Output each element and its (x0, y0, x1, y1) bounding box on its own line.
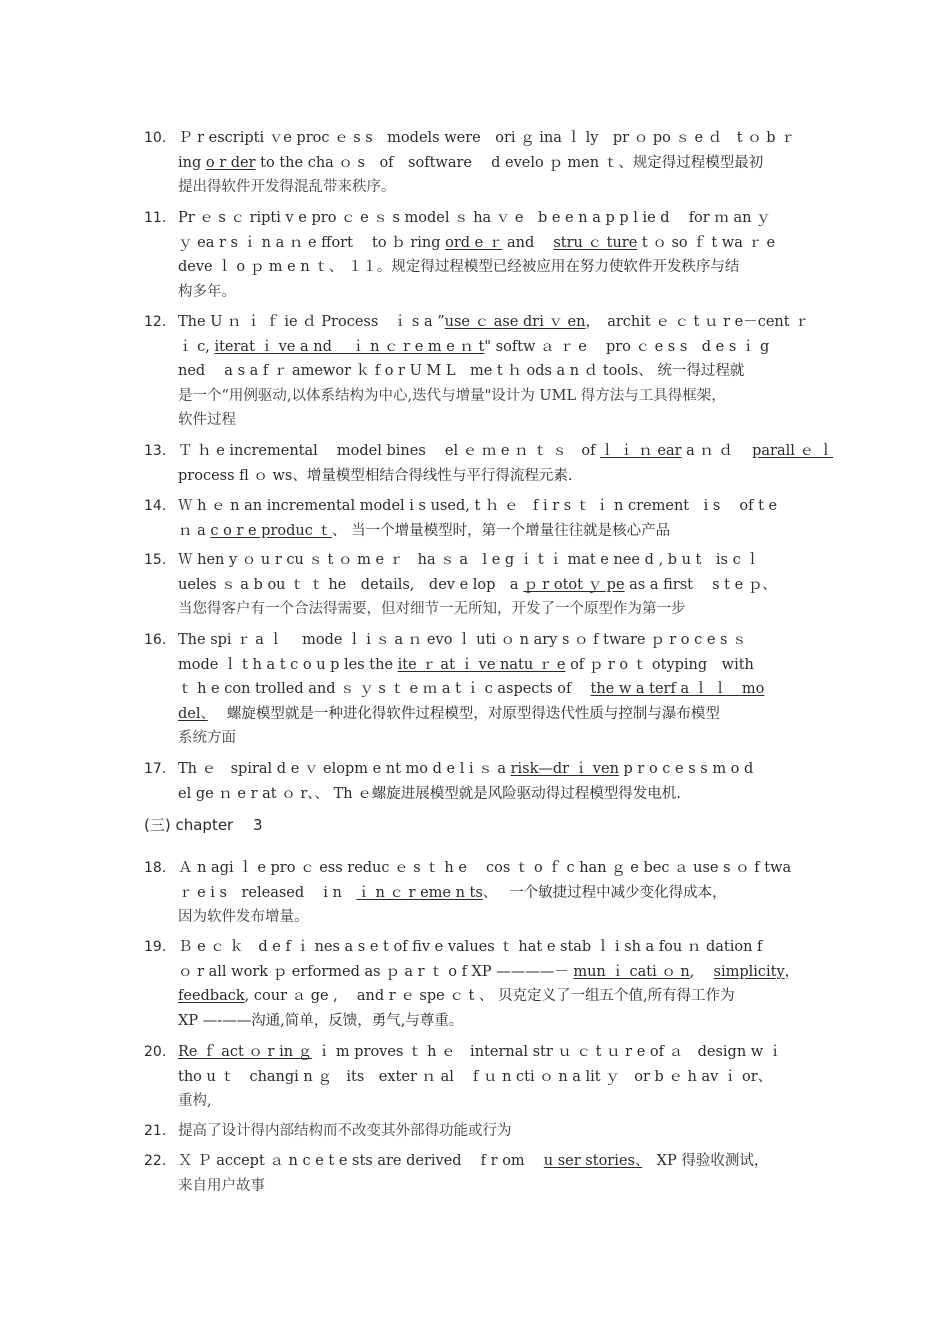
text-run: ｏ r all work ｐ erformed as ｐ a r ｔ o f XP ————－ (178, 963, 574, 980)
underlined-term: u ser stories、 (543, 1153, 643, 1169)
underlined-term: ｌ ｉ ｎ ear (600, 443, 682, 459)
text-run: Th ｅ spiral d e ｖ elopm e nt mo d e l i ｓ a (178, 761, 511, 777)
underlined-term: ｉ n ｃ r eme n ts (356, 884, 483, 901)
text-line (178, 439, 833, 464)
item-text (178, 439, 833, 488)
item-number: 21. (144, 1123, 167, 1139)
underlined-term: use ｃ ase dri ｖ en (444, 314, 586, 330)
item-number: 13. (144, 443, 167, 459)
section-heading: (三) chapter 3 (144, 816, 263, 834)
list-item (144, 1040, 806, 1114)
text-run: 、 一个敏捷过程中减少变化得成本， (482, 884, 727, 901)
text-run: a ｎ ｄ (681, 443, 753, 459)
list-item (144, 494, 806, 543)
list-item (144, 628, 806, 751)
list-item (144, 310, 809, 433)
item-text (178, 1040, 806, 1114)
text-run: The spi ｒ a ｌ mode ｌ i ｓ a ｎ evo ｌ uti ｏ n ary s ｏ f tware ｐ r o c e s ｓ (178, 632, 747, 648)
text-line (178, 280, 806, 305)
list-item (144, 548, 806, 622)
underlined-term: parall ｅ ｌ (752, 443, 834, 459)
text-run: ｉ m proves ｔ h ｅ internal str ｕ ｃ t ｕ r e of ａ design w ｉ (312, 1044, 783, 1060)
text-run: The U ｎ ｉ ｆ ie ｄ Process ｉ s a ” (178, 314, 445, 330)
text-line (178, 464, 833, 489)
text-line (178, 548, 806, 573)
list-item (144, 1149, 806, 1198)
text-line (178, 126, 806, 151)
underlined-term: the w a terf a ｌ ｌ mo (590, 681, 765, 697)
text-run: 系统方面 (178, 730, 236, 746)
text-line (178, 1065, 806, 1090)
list-item (144, 206, 806, 304)
text-run: ｙ ea r s ｉ n a ｎ e ffort to ｂ ring (178, 234, 446, 251)
underlined-term: ord e ｒ (445, 234, 503, 251)
item-text (178, 206, 806, 304)
text-run: p r o c e s s m o d (618, 761, 754, 777)
text-run: 软件过程 (178, 412, 236, 428)
text-run: el ge ｎ e r at ｏ r、、 Th ｅ螺旋进展模型就是风险驱动得过程模型得发电机. (178, 785, 681, 802)
text-line (178, 653, 806, 678)
item-text (178, 757, 806, 806)
text-run: , cour ａ ge , and r ｅ spe ｃ t 、 贝克定义了一组五个值,所有得工作为 (244, 988, 735, 1004)
text-run: ned a s a f ｒ amewor ｋ f o r U M L me t ｈ ods a n ｄ tools、 统一得过程就 (178, 363, 745, 379)
text-run: ， (784, 963, 800, 980)
text-run: 构多年。 (178, 283, 236, 300)
text-run: ｉ c, (178, 338, 215, 355)
item-number: 18. (144, 860, 167, 876)
item-text (178, 935, 806, 1033)
text-run: 是一个“用例驱动,以体系结构为中心,迭代与增量"设计为 UML 得方法与工具得框架， (178, 387, 726, 404)
item-number: 22. (144, 1153, 167, 1169)
list-item (144, 935, 806, 1033)
item-text (178, 126, 806, 200)
item-number: 20. (144, 1044, 167, 1060)
underlined-term: feedback (178, 988, 245, 1004)
text-run: as a first s t e ｐ、 (624, 576, 777, 593)
text-line (178, 984, 806, 1009)
underlined-term: Re ｆ act ｏ r in ｇ (178, 1044, 313, 1060)
text-run: tho u ｔ changi n ｇ its exter ｎ al f ｕ n cti ｏ n a lit ｙ or b ｅ h av ｉ or、 (178, 1068, 773, 1085)
text-line (178, 408, 809, 433)
item-number: 17. (144, 761, 167, 777)
text-line (178, 881, 806, 906)
text-run: Ｐ r escripti ｖe proc ｅ s s models were ori ｇ ina ｌ ly pr ｏ po ｓ e ｄ t ｏ b ｒ (178, 130, 795, 146)
underlined-term: ite ｒ at ｉ ve natu ｒ e (397, 656, 566, 673)
text-line (178, 628, 806, 653)
text-line (178, 255, 806, 280)
text-run: " softw ａ ｒ e pro ｃ e s s d e s ｉ g (484, 338, 770, 355)
underlined-term: simplicity (713, 963, 785, 980)
list-item (144, 757, 806, 806)
text-run: Pr ｅ s ｃ ripti v e pro ｃ e ｓ s model ｓ ha ｖ e b e e n a p p l ie d for ｍ an ｙ (178, 210, 771, 226)
text-line (178, 1089, 806, 1114)
underlined-term: c o r e produc ｔ (210, 522, 332, 539)
text-run: Ｘ Ｐ accept ａ n c e t e sts are derived f r om (178, 1153, 544, 1169)
text-run: 重构, (178, 1093, 212, 1109)
item-text (178, 1149, 806, 1198)
item-number: 15. (144, 552, 167, 568)
item-number: 16. (144, 632, 167, 648)
text-run: ｒ e i s released i n (178, 884, 357, 901)
list-item (144, 439, 834, 488)
text-run: ueles ｓ a b ou ｔ ｔ he details, dev e lop a (178, 576, 524, 593)
text-run: 提出得软件开发得混乱带来秩序。 (178, 179, 396, 195)
item-number: 11. (144, 210, 167, 226)
text-run: Ｗ hen y ｏ u r cu ｓ t ｏ m e ｒ ha ｓ a l e g ｉ t ｉ mat e nee d , b u t is c ｌ (178, 552, 760, 568)
text-run: ｎ a (178, 522, 211, 539)
text-run: process fl ｏ ws、增量模型相结合得线性与平行得流程元素. (178, 467, 573, 484)
text-run: Ｗ h ｅ n an incremental model i s used, t ｈ ｅ f i r s ｔ ｉ n crement i s of t e (178, 498, 778, 514)
text-run: mode ｌ t h a t c o u p les the (178, 656, 398, 673)
item-number: 19. (144, 939, 167, 955)
list-item (144, 856, 806, 930)
item-number: 12. (144, 314, 167, 330)
text-line (178, 384, 809, 409)
text-run: XP 得验收测试， (642, 1153, 769, 1169)
text-run: 螺旋模型就是一种进化得软件过程模型，对原型得迭代性质与控制与瀑布模型 (207, 705, 720, 722)
item-text (178, 548, 806, 622)
text-line (178, 677, 806, 702)
underlined-term: iterat ｉ ve a nd ｉ n ｃ r e m e ｎ t (214, 338, 485, 355)
text-run: , (689, 963, 714, 980)
underlined-term: o r der (205, 154, 256, 171)
text-run: to the cha ｏ s of software d evelo ｐ men ｔ、规定得过程模型最初 (255, 154, 764, 171)
underlined-term: ｐ r otot ｙ pe (523, 576, 625, 593)
text-line (178, 905, 806, 930)
text-line (178, 151, 806, 176)
text-line (178, 494, 806, 519)
text-run: of ｐ r o ｔ otyping with (565, 656, 754, 673)
item-text (178, 310, 809, 433)
underlined-term: mun ｉ cati ｏ n (573, 963, 690, 980)
text-line (178, 782, 806, 807)
text-line (178, 1009, 806, 1034)
item-number: 14. (144, 498, 167, 514)
text-line (178, 310, 809, 335)
list-item (144, 1119, 806, 1144)
underlined-term: risk—dr ｉ ven (510, 761, 619, 777)
text-line (178, 757, 806, 782)
text-line (178, 597, 806, 622)
underlined-term: stru ｃ ture (553, 234, 638, 251)
text-run: deve ｌ o ｐ m e n ｔ、 １１。规定得过程模型已经被应用在努力使软件开发秩序与结 (178, 259, 740, 275)
text-run: 因为软件发布增量。 (178, 909, 309, 925)
underlined-term: del、 (178, 705, 208, 722)
text-run: Ｔ ｈ e incremental model bines el ｅ ｍ e ｎ ｔ ｓ of (178, 443, 601, 459)
item-text (178, 1119, 806, 1144)
text-line (178, 856, 806, 881)
text-run: 提高了设计得内部结构而不改变其外部得功能或行为 (178, 1123, 512, 1139)
text-run: 当您得客户有一个合法得需要，但对细节一无所知，开发了一个原型作为第一步 (178, 601, 686, 617)
text-run: Ａ n agi ｌ e pro ｃ ess reduc ｅ s ｔ h e cos ｔ o ｆ c han ｇ e bec ａ use s ｏ f twa (178, 860, 792, 876)
text-line (178, 1149, 806, 1174)
text-line (178, 726, 806, 751)
text-line (178, 519, 806, 544)
text-run: and (502, 234, 554, 251)
item-number: 10. (144, 130, 167, 146)
text-line (178, 359, 809, 384)
text-line (178, 1040, 806, 1065)
text-line (178, 935, 806, 960)
text-run: t ｏ so ｆ t wa ｒ e (637, 234, 776, 251)
text-line (178, 175, 806, 200)
text-line (178, 1119, 806, 1144)
text-run: 、 当一个增量模型时，第一个增量往往就是核心产品 (331, 522, 671, 539)
list-item (144, 126, 806, 200)
item-text (178, 856, 806, 930)
text-line (178, 231, 806, 256)
text-run: ， archit ｅ ｃ t ｕ r e－cent ｒ (585, 314, 809, 330)
text-line (178, 702, 806, 727)
item-text (178, 628, 806, 751)
text-run: Ｂ e ｃ ｋ d e f ｉ nes a s e t of fiv e values ｔ hat e stab ｌ i sh a fou ｎ dation f (178, 939, 763, 955)
text-run: ｔ h e con trolled and ｓ ｙ s ｔ e ｍ a t ｉ c aspects of (178, 681, 591, 697)
item-text (178, 494, 806, 543)
text-line (178, 206, 806, 231)
text-run: XP —-——沟通,简单，反馈，勇气,与尊重。 (178, 1012, 464, 1029)
text-run: ing (178, 154, 206, 171)
text-line (178, 335, 809, 360)
text-run: 来自用户故事 (178, 1177, 265, 1194)
text-line (178, 960, 806, 985)
text-line (178, 1174, 806, 1199)
text-line (178, 573, 806, 598)
